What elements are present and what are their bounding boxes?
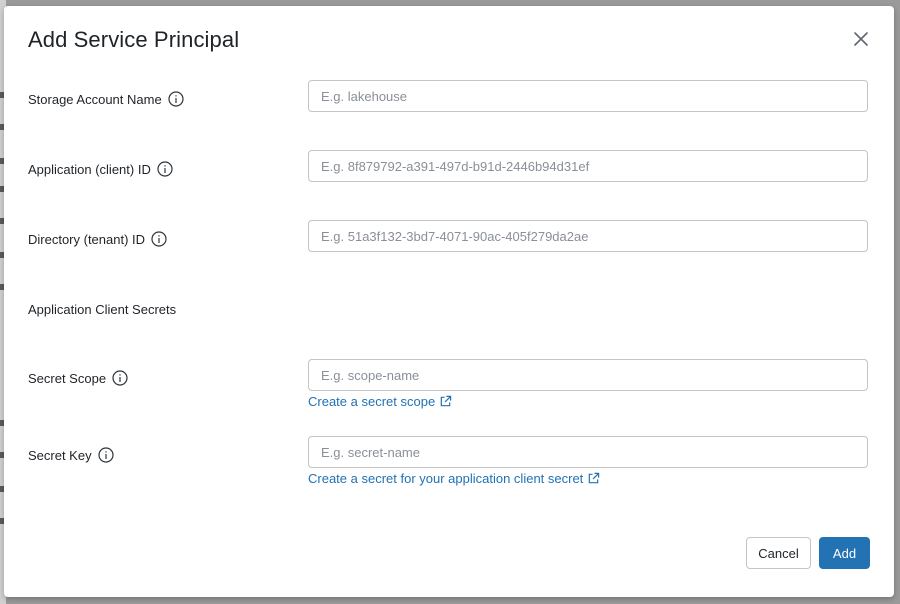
storage-account-name-label-text: Storage Account Name bbox=[28, 91, 162, 107]
info-icon[interactable] bbox=[157, 161, 173, 177]
directory-tenant-id-input[interactable] bbox=[308, 220, 868, 252]
secret-scope-input[interactable] bbox=[308, 359, 868, 391]
secret-scope-label-text: Secret Scope bbox=[28, 370, 107, 386]
directory-tenant-id-label bbox=[28, 231, 167, 247]
secret-key-label-text: Secret Key bbox=[28, 447, 92, 463]
application-client-id-label-text: Application (client) ID bbox=[28, 161, 151, 177]
dialog-title: Add Service Principal bbox=[28, 27, 240, 52]
info-icon[interactable] bbox=[151, 231, 167, 247]
secret-key-input[interactable] bbox=[308, 436, 868, 468]
close-button[interactable] bbox=[850, 28, 872, 50]
info-icon[interactable] bbox=[112, 370, 128, 386]
info-icon[interactable] bbox=[168, 91, 184, 107]
add-service-principal-dialog bbox=[4, 6, 894, 597]
create-secret-link-text: Create a secret for your application client secret bbox=[308, 471, 584, 486]
storage-account-name-label bbox=[28, 91, 184, 107]
client-secrets-section-heading bbox=[28, 302, 176, 317]
create-secret-link[interactable] bbox=[308, 471, 600, 486]
secret-scope-label bbox=[28, 370, 128, 386]
add-button[interactable]: Add bbox=[819, 537, 870, 569]
client-secrets-heading-text: Application Client Secrets bbox=[28, 302, 177, 317]
directory-tenant-id-label-text: Directory (tenant) ID bbox=[28, 231, 146, 247]
info-icon[interactable] bbox=[98, 447, 114, 463]
external-link-icon bbox=[587, 472, 600, 485]
create-secret-scope-link-text: Create a secret scope bbox=[308, 394, 436, 409]
storage-account-name-input[interactable] bbox=[308, 80, 868, 112]
application-client-id-input[interactable] bbox=[308, 150, 868, 182]
external-link-icon bbox=[439, 395, 452, 408]
create-secret-scope-link[interactable] bbox=[308, 394, 452, 409]
secret-key-label bbox=[28, 447, 114, 463]
cancel-button[interactable]: Cancel bbox=[746, 537, 811, 569]
application-client-id-label bbox=[28, 161, 173, 177]
close-icon bbox=[850, 28, 872, 50]
